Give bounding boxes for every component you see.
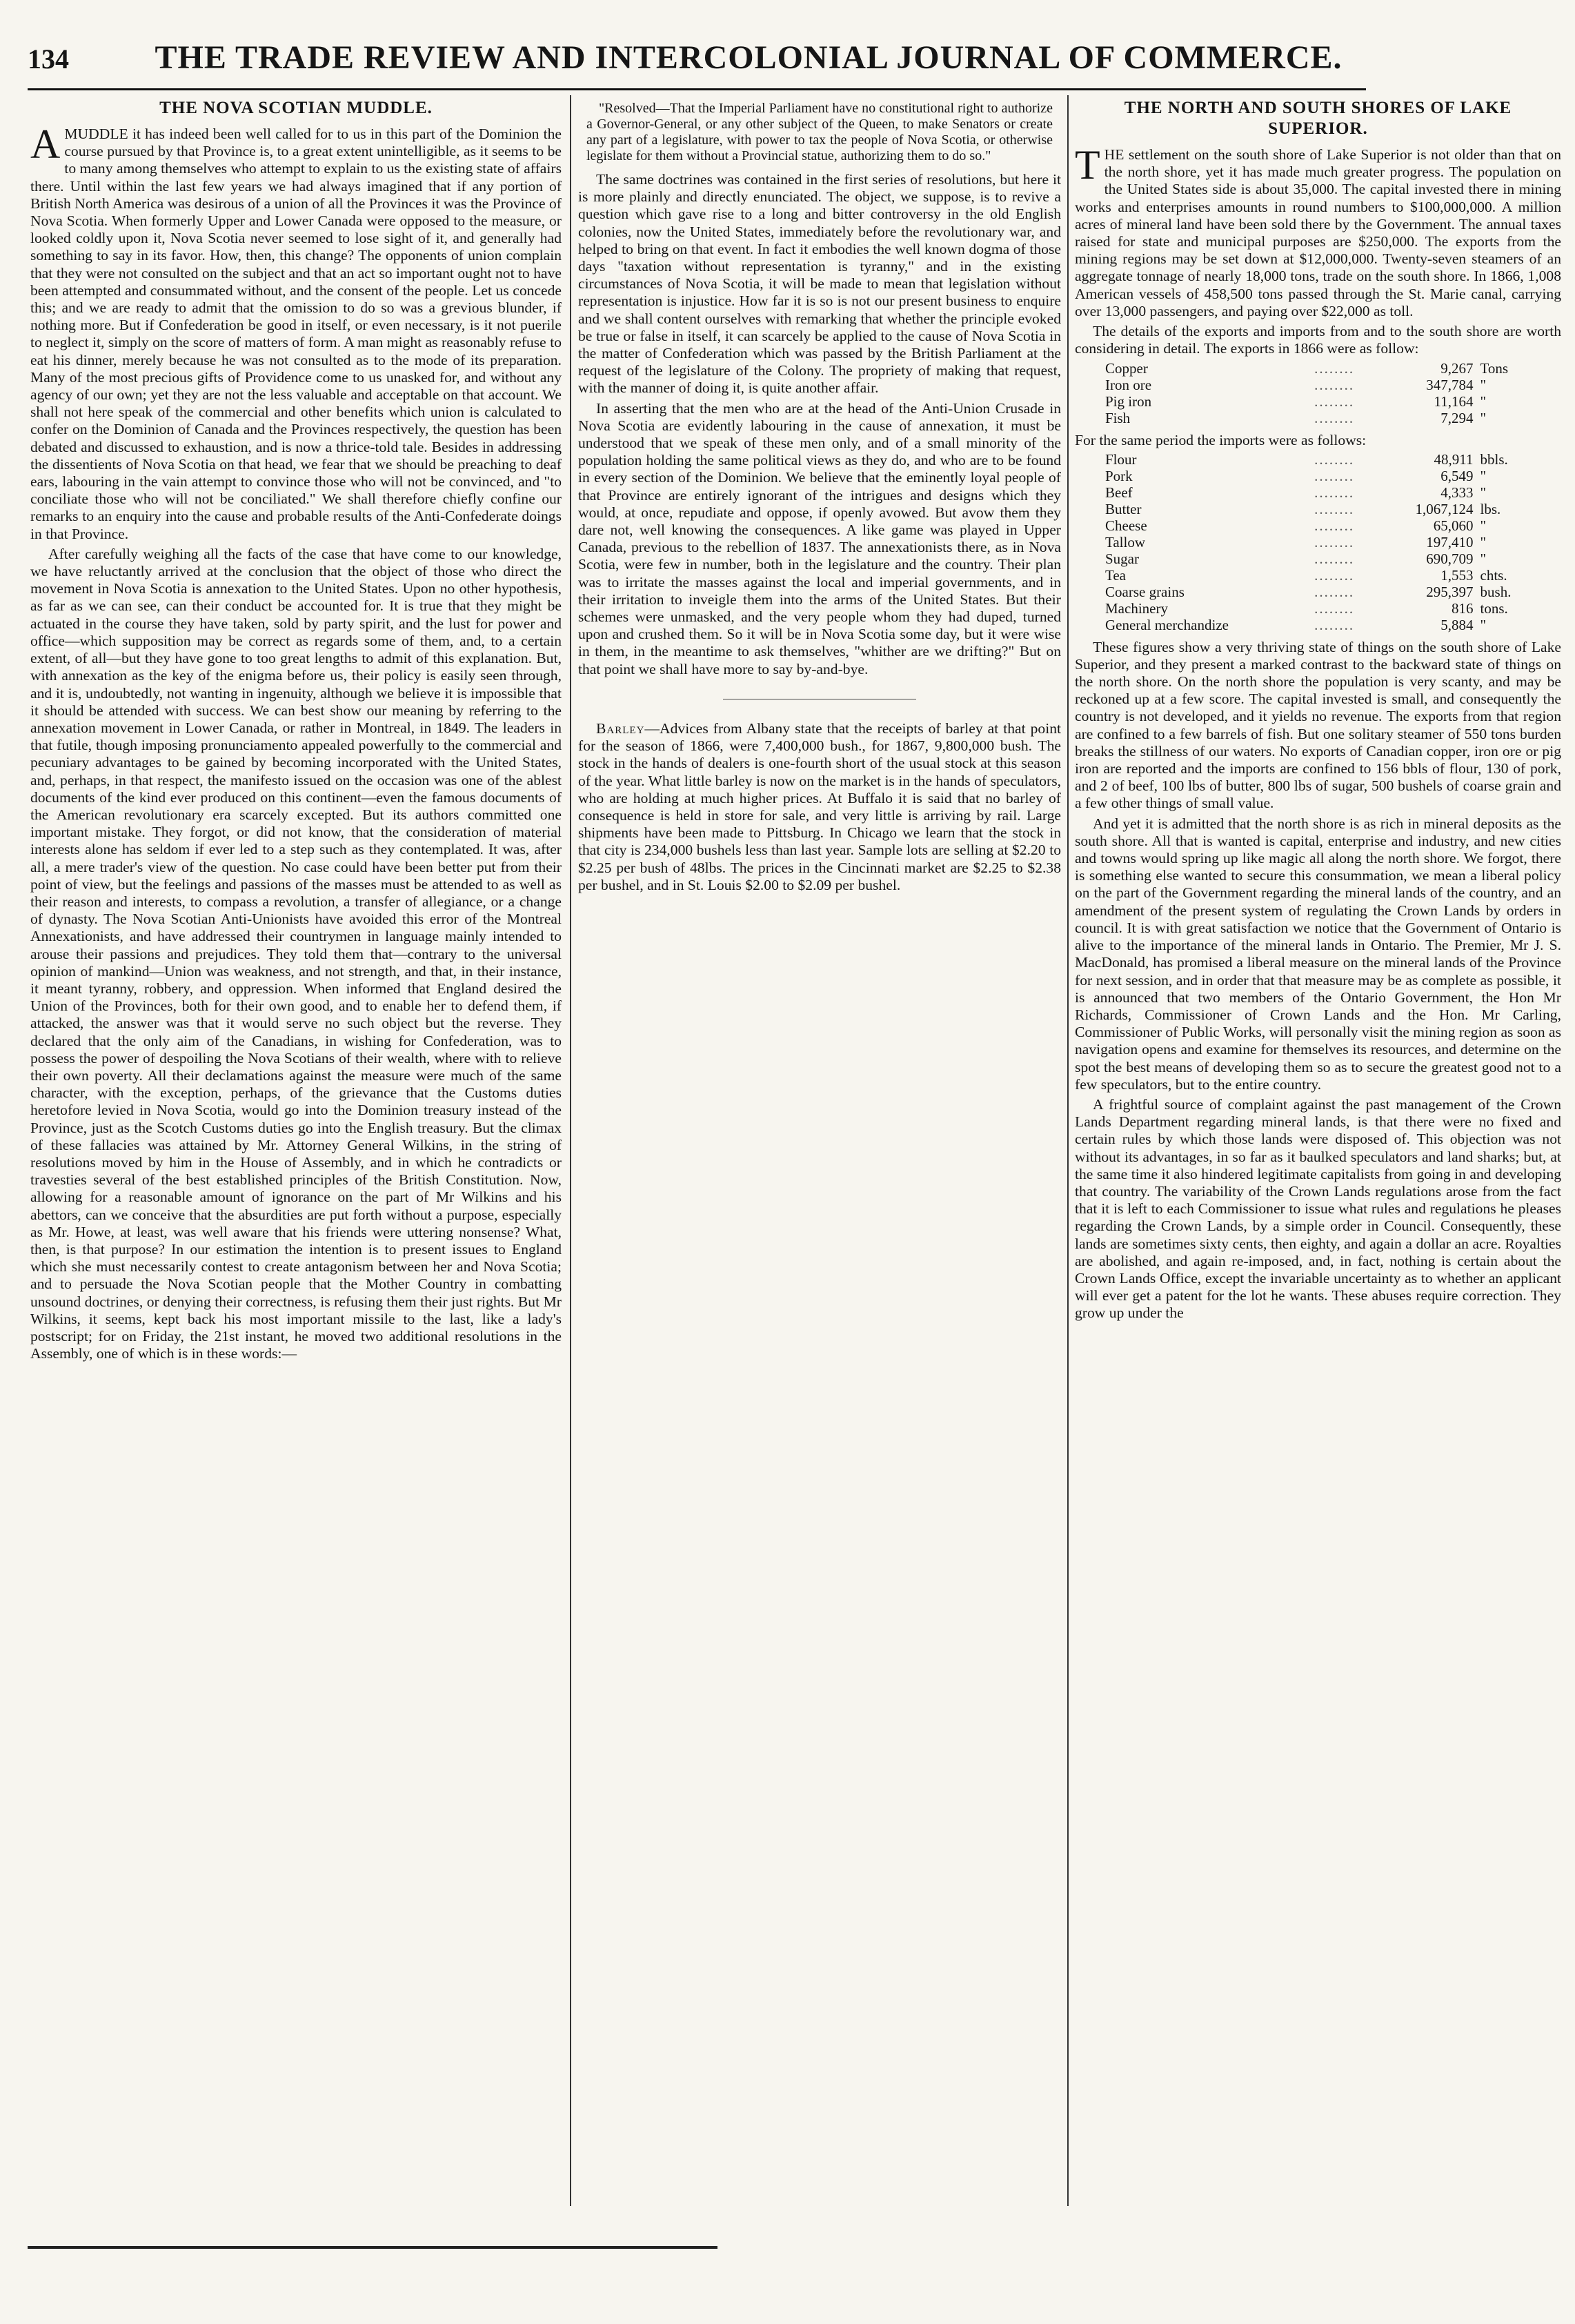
goods-name: Coarse grains (1105, 583, 1185, 600)
goods-name: Pork (1105, 467, 1133, 484)
goods-unit: chts. (1480, 566, 1507, 584)
table-row (1105, 517, 1523, 534)
goods-name: Copper (1105, 360, 1148, 377)
table-row (1105, 550, 1523, 567)
table-row (1105, 584, 1523, 600)
goods-name: Tea (1105, 566, 1127, 584)
goods-unit: bush. (1480, 583, 1512, 600)
table-row (1105, 484, 1523, 501)
goods-name: Pig iron (1105, 393, 1152, 410)
table-row (1105, 468, 1523, 484)
resolution-quote: "Resolved—That the Imperial Parliament have no constitutional right to authorize a Governor-General, or any other subject of the Queen, to make Senators or create any part of a legislature, with power to tax the people of Nova Scotia, or otherwise legislate for them without a Provincial statue, authorizing them to do so." (586, 101, 1053, 163)
table-row (1105, 360, 1523, 377)
goods-name: Fish (1105, 410, 1131, 427)
imports-intro: For the same period the imports were as follows: (1075, 432, 1367, 449)
article-paragraph: The same doctrines was contained in the first series of resolutions, but here it is more plainly and directly enunciated. The object, we suppose, is to revive a question which gave rise to a long and bitter controversy in the old English colonies, now the United States, immediately before the revolutionary war, and helped to bring on that event. In fact it embodies the well known dogma of those days "taxation without representation is tyranny," and in the existing circumstances of Nova Scotia, it will be made to mean that legislation without representation is injustice. How far it is so is not our present business to enquire and we shall content ourselves with remarking that whether the principle evoked be true or false in itself, it can scarcely be applied to the cause of Nova Scotia in the matter of Confederation which was passed by the British Parliament at the request of the legislature of the Colony. The propriety of making that request, with the manner of doing it, is quite another affair. (578, 171, 1061, 397)
goods-name: Machinery (1105, 599, 1168, 617)
goods-value: 347,784 (1426, 377, 1474, 394)
goods-unit: " (1480, 484, 1487, 501)
goods-unit: tons. (1480, 599, 1508, 617)
article-paragraph: THE settlement on the south shore of Lake Superior is not older than that on the north shore, yet it has made much greater progress. The population on the United States side is about 35,000. The capital invested there in mining works and enterprises amounts in round numbers to $100,000,000. A million acres of mineral land have been sold there by the Government. The annual taxes raised for state and municipal purposes are $250,000. The exports from the mining regions may be set down at $12,000,000. Twenty-seven steamers of an aggregate tonnage of nearly 18,000 tons, trade on the south shore. In 1866, 1,008 American vessels of 458,500 tons passed through the St. Marie canal, carrying over 13,000 passengers, and paying over $22,000 as toll. (1075, 142, 1561, 319)
exports-intro: The details of the exports and imports from and to the south shore are worth considering in detail. The exports in 1866 were as follow: (1075, 323, 1561, 357)
goods-name: Cheese (1105, 517, 1147, 534)
leader-dots: ........ (1314, 517, 1355, 534)
table-row (1105, 410, 1523, 426)
column-rule (570, 95, 571, 2206)
drop-cap: A (30, 121, 61, 167)
leader-dots: ........ (1314, 450, 1355, 468)
article-paragraph: AMUDDLE it has indeed been well called for to us in this part of the Dominion the course pursued by that Province is, to a great extent unintelligible, as it seems to be to many among themselves who attempt to explain to us the existing state of affairs there. Until within the last few years we had always imagined that if any portion of British North America was desirous of a union of all the Provinces it was the Province of Nova Scotia. When formerly Upper and Lower Canada were opposed to the measure, or looked coldly upon it, Nova Scotia never seemed to lose sight of it, and generally had something to say in its favor. How, then, this change? The opponents of union complain that they were not consulted on the subject and that an act so important ought not to have been attempted and consummated without, and the consent of the people. Let us concede this; and we are ready to admit that the omission to do so was a grevious blunder, if nothing more. But if Confederation be good in itself, or even necessary, is it not puerile to neglect it, simply on the score of matters of form. A man might as reasonably refuse to eat his dinner, merely because he was not consulted as to the mode of its preparation. Many of the most precious gifts of Providence come to us unasked for, and without any agency of our own; yet they are not the less valuable and acceptable on that account. We shall not here speak of the commercial and other benefits which union is calculated to confer on the Dominion of Canada and the Provinces respectively, the question has been debated and discussed to exhaustion, and is now a thrice-told tale. Besides in addressing the dissentients of Nova Scotia on that head, we fear that we should be preaching to deaf ears, labouring in the vain attempt to convince those who will not be convinced, and "to conciliate those who will not be conciliated." We shall therefore chiefly confine our remarks to an enquiry into the cause and probable results of the Anti-Confederate doings in that Province. (30, 121, 562, 542)
leader-dots: ........ (1314, 583, 1355, 600)
leader-dots: ........ (1314, 484, 1355, 501)
column-3 (1075, 95, 1561, 2206)
leader-dots: ........ (1314, 360, 1355, 377)
table-row (1105, 501, 1523, 517)
barley-text: —Advices from Albany state that the receipts of barley at that point for the season of 1866, were 7,400,000 bush., for 1867, 9,800,000 bush. The stock in the hands of dealers is one-fourth short of the usual stock at this season of the year. What little barley is now on the market is in the hands of speculators, who are holding at much higher prices. At Buffalo it is said that no barley of consequence is held in store for sale, and very little is arriving by rail. Large shipments have been made to Pittsburg. In Chicago we learn that the stock in that city is 234,000 bushels less than last year. Sample lots are selling at $2.20 to $2.25 per bush of 48lbs. The prices in the Cincinnati market are $2.25 to $2.38 per bushel, and in St. Louis $2.00 to $2.09 per bushel. (578, 719, 1061, 893)
goods-name: Beef (1105, 484, 1133, 501)
leader-dots: ........ (1314, 566, 1355, 584)
goods-unit: " (1480, 410, 1487, 427)
goods-name: General merchandize (1105, 616, 1229, 633)
footer-rule (28, 2246, 717, 2249)
goods-unit: " (1480, 550, 1487, 567)
goods-value: 48,911 (1434, 450, 1474, 468)
goods-name: Iron ore (1105, 377, 1152, 394)
goods-value: 1,553 (1440, 566, 1474, 584)
goods-value: 1,067,124 (1415, 500, 1474, 517)
imports-table (1105, 451, 1523, 633)
barley-note (578, 720, 1061, 894)
goods-value: 9,267 (1440, 360, 1474, 377)
leader-dots: ........ (1314, 377, 1355, 394)
article-paragraph: After carefully weighing all the facts of the case that have come to our knowledge, we have reluctantly arrived at the conclusion that the object of those who direct the movement in Nova Scotia is annexation to the United States. Upon no other hypothesis, as far as we can see, can their conduct be accounted for. It is true that they might be actuated in the course they have taken, sold by party spirit, and the lust for power and office—which supposition may be correct as regards some of them, and, to a certain extent, of all—but they have gone to too great lengths to admit of this explanation. But, with annexation as the key of the enigma before us, their policy is easily seen through, and it is, undoubtedly, not wanting in ingenuity, although we believe it is impossible that it should be attended with success. We can best show our meaning by referring to the annexation movement in Lower Canada, or rather in Montreal, in 1849. The leaders in that futile, though imposing pronunciamento appealed powerfully to the commercial and pecuniary advantages to be gained by becoming incorporated with the United States, and, perhaps, in that respect, the manifesto issued on the occasion was one of the ablest documents of the kind ever produced on this continent—even the famous documents of the American revolutionary era scarcely excepted. But its authors committed one important mistake. They forgot, or did not know, that the consideration of material interests alone has seldom if ever led to a step such as they contemplated. It was, after all, a mere trader's view of the question. No case could have been better put from their point of view, but the feelings and passions of the masses must be attended to as well as their reason and interests, to compass a revolution, a transfer of allegiance, or a change of dynasty. The Nova Scotian Anti-Unionists have avoided this error of the Montreal Annexationists, and have addressed their countrymen in language mainly intended to arouse their passions and prejudices. They told them that—contrary to the universal opinion of mankind—Union was weakness, and not strength, and that, in their instance, it meant tyranny, robbery, and oppression. When informed that England desired the Union of the Provinces, both for their own good, and to enable her to defend them, if attacked, the answer was that it would serve no such object but the reverse. They declared that the only aim of the Canadians, in wishing for Confederation, was to possess the power of despoiling the Nova Scotians of their wealth, where with to relieve their own poverty. All their declamations against the measure were much of the same character, with the exception, perhaps, of the grievance that the Customs duties heretofore levied in Nova Scotia, would go into the Dominion treasury instead of the Province, just as the Scotch Customs duties go into the English treasury. But the climax of these fallacies was attained by Mr. Attorney General Wilkins, in the string of resolutions moved by him in the House of Assembly, and in which he contradicts or travesties several of the best established principles of the British Constitution. Now, allowing for a reasonable amount of ignorance on the part of Mr Wilkins and his abettors, can we conceive that the absurdities are put forth without a purpose, especially as Mr. Howe, at least, was well aware that his friends were uttering nonsense? What, then, is that purpose? In our estimation the intention is to present issues to England which she must necessarily contest to create antagonism between her and Nova Scotia; and to persuade the Nova Scotian people that the Mother Country in combatting unsound doctrines, or denying their correctness, is refusing them their just rights. But Mr Wilkins, it seems, kept back his most important missile to the last, like a lady's postscript; for on Friday, the 21st instant, he moved two additional resolutions in the Assembly, one of which is in these words:— (30, 545, 562, 1362)
leader-dots: ........ (1314, 533, 1355, 550)
table-row (1105, 617, 1523, 633)
goods-name: Butter (1105, 500, 1142, 517)
goods-unit: bbls. (1480, 450, 1508, 468)
goods-name: Sugar (1105, 550, 1139, 567)
goods-value: 816 (1452, 599, 1474, 617)
header-rule (28, 88, 1366, 90)
leader-dots: ........ (1314, 500, 1355, 517)
table-row (1105, 377, 1523, 393)
leader-dots: ........ (1314, 550, 1355, 567)
goods-value: 7,294 (1440, 410, 1474, 427)
table-row (1105, 534, 1523, 550)
leader-dots: ........ (1314, 410, 1355, 427)
goods-value: 4,333 (1440, 484, 1474, 501)
journal-title: THE TRADE REVIEW AND INTERCOLONIAL JOURNAL OF COMMERCE. (155, 39, 1343, 76)
goods-unit: " (1480, 393, 1487, 410)
column-1 (30, 95, 562, 2206)
barley-label: Barley (596, 719, 645, 737)
article-paragraph: These figures show a very thriving state of things on the south shore of Lake Superior, and they present a marked contrast to the backward state of things on the north shore. On the north shore the population is very scanty, and may be reckoned up at a few score. The capital invested is small, and consequently the country is not developed, and it yields no revenue. The exports from that region are confined to a few barrels of fish. But one solitary steamer of 550 tons burden breaks the stillness of our waters. No exports of Canadian copper, iron ore or pig iron are reported and the imports are confined to 156 bbls of flour, 130 of pork, and 2 of beef, 100 lbs of butter, 800 lbs of sugar, 500 bushels of coarse grain and a few other things of small value. (1075, 638, 1561, 812)
goods-name: Flour (1105, 450, 1137, 468)
table-row (1105, 600, 1523, 617)
article-paragraph: In asserting that the men who are at the head of the Anti-Union Crusade in Nova Scotia are evidently labouring in the cause of annexation, it must be understood that we speak of these men only, and of a small minority of the population holding the same political views as they do, and who are to be found in every section of the Dominion. We believe that the eminently loyal people of that Province are entirely ignorant of the intrigues and designs which they would, at once, repudiate and oppose, if openly avowed. But avow them they dare not, well knowing the consequences. A like game was played in Upper Canada, previous to the rebellion of 1837. The annexationists there, as in Nova Scotia, were few in number, both in the legislature and the country. Their plan was to irritate the masses against the local and imperial governments, and in their irritation to inveigle them into the arms of the United States. But their schemes were unmasked, and the very people whom they had duped, turned upon and crushed them. So it will be in Nova Scotia some day, but it were wise in them, in the meantime to ask themselves, "whither are we drifting?" But on that point we shall have more to say by-and-bye. (578, 399, 1061, 677)
goods-value: 5,884 (1440, 616, 1474, 633)
goods-value: 295,397 (1426, 583, 1474, 600)
article-continuation (578, 101, 1061, 894)
article-paragraph: A frightful source of complaint against the past management of the Crown Lands Department regarding mineral lands, is that there were no fixed and certain rules by which those lands were disposed of. This objection was not without its advantages, in so far as it baulked speculators and land sharks; but, at the same time it also hindered legitimate capitalists from going in and developing that country. The variability of the Crown Lands regulations arose from the fact that it is left to each Commissioner to issue what rules and regulations he pleases regarding the Crown Lands, by a simple order in Council. Consequently, these lands are sometimes sixty cents, then eighty, and again a dollar an acre. Royalties are abolished, and again re-imposed, and, in fact, nothing is certain about the Crown Lands Office, except the invariable uncertainty as to whether an applicant will ever get a patent for the lot he wants. These abuses require correction. They grow up under the (1075, 1095, 1561, 1322)
goods-unit: " (1480, 517, 1487, 534)
drop-cap: T (1075, 142, 1100, 188)
article-paragraph: And yet it is admitted that the north shore is as rich in mineral deposits as the south shore. All that is wanted is capital, enterprise and industry, and new cities and towns would spring up like magic all along the north shore. We forgot, there is something else wanted to secure this consummation, we mean a liberal policy on the part of the Government regarding the mineral lands of the country, and an amendment of the present system of regulating the Crown Lands by orders in council. It is with great satisfaction we notice that the Government of Ontario is alive to the importance of the mineral lands in Ontario. The Premier, Mr J. S. MacDonald, has promised a liberal measure on the mineral lands of the Province for next session, and in order that that measure may be as complete as possible, it is announced that two members of the Ontario Government, the Hon Mr Richards, Commissioner of Crown Lands and the Hon. Mr Carling, Commissioner of Public Works, will personally visit the mining region as soon as navigation opens and examine for themselves its resources, and determine on the spot the best means of developing them so as to secure the greatest good not to a few speculators, but to the entire country. (1075, 815, 1561, 1093)
leader-dots: ........ (1314, 393, 1355, 410)
goods-unit: " (1480, 616, 1487, 633)
page-number: 134 (28, 43, 69, 75)
table-row (1105, 451, 1523, 468)
table-row (1105, 567, 1523, 584)
goods-name: Tallow (1105, 533, 1146, 550)
goods-value: 197,410 (1426, 533, 1474, 550)
goods-value: 6,549 (1440, 467, 1474, 484)
goods-unit: " (1480, 533, 1487, 550)
column-2 (578, 95, 1061, 2206)
goods-value: 65,060 (1433, 517, 1474, 534)
leader-dots: ........ (1314, 599, 1355, 617)
article-title: THE NOVA SCOTIAN MUDDLE. (159, 99, 433, 117)
goods-value: 690,709 (1426, 550, 1474, 567)
goods-unit: " (1480, 377, 1487, 394)
goods-unit: Tons (1480, 360, 1509, 377)
article-title: THE NORTH AND SOUTH SHORES OF LAKE SUPERIOR. (1124, 99, 1512, 138)
goods-value: 11,164 (1434, 393, 1474, 410)
goods-unit: " (1480, 467, 1487, 484)
column-rule (1067, 95, 1069, 2206)
leader-dots: ........ (1314, 467, 1355, 484)
table-row (1105, 393, 1523, 410)
goods-unit: lbs. (1480, 500, 1501, 517)
leader-dots: ........ (1314, 616, 1355, 633)
masthead (28, 39, 1366, 80)
exports-table (1105, 360, 1523, 426)
